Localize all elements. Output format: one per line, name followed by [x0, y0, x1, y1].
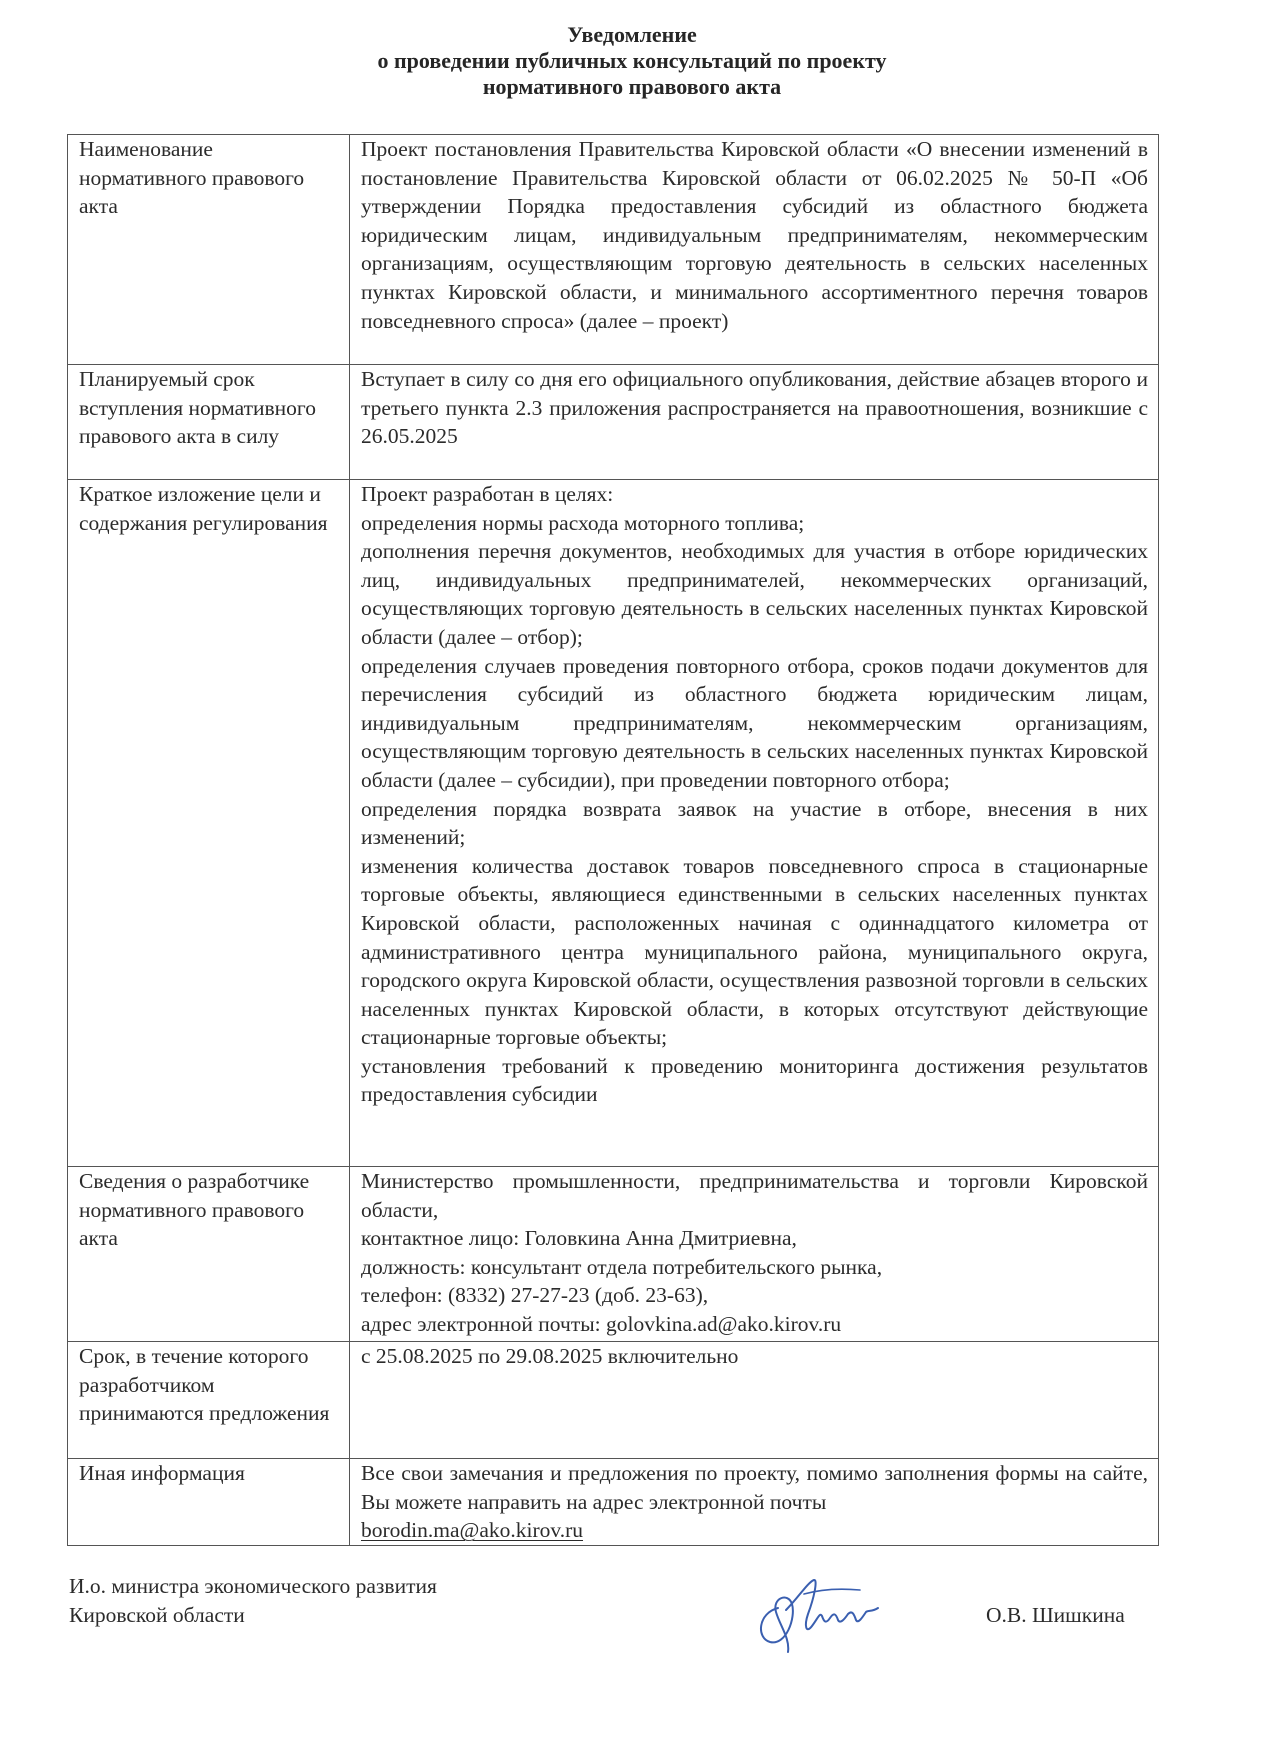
paragraph: установления требований к проведению мониторинга достижения результатов предоставления субсидии	[361, 1053, 1148, 1107]
row-label: Наименование нормативного правового акта	[68, 135, 350, 365]
paragraph: должность: консультант отдела потребительского рынка,	[361, 1254, 883, 1279]
title-line-2: о проведении публичных консультаций по проекту	[377, 48, 887, 73]
row-value	[350, 1167, 1159, 1342]
row-label: Сведения о разработчике нормативного правового акта	[68, 1167, 350, 1342]
row-label: Планируемый срок вступления нормативного правового акта в силу	[68, 365, 350, 480]
row-value	[350, 365, 1159, 480]
row-label: Срок, в течение которого разработчиком принимаются предложения	[68, 1342, 350, 1459]
row-value	[350, 480, 1159, 1167]
paragraph: Проект разработан в целях:	[361, 482, 614, 506]
contact-email-link[interactable]: borodin.ma@ako.kirov.ru	[361, 1518, 584, 1543]
document-title	[0, 22, 1264, 100]
row-act-name	[68, 135, 1159, 365]
position-line-1: И.о. министра экономического развития	[69, 1574, 437, 1598]
paragraph: контактное лицо: Головкина Анна Дмитриевна,	[361, 1226, 797, 1251]
paragraph: Все свои замечания и предложения по проекту, помимо заполнения формы на сайте, Вы можете направить на адрес электронной почты	[361, 1461, 1148, 1514]
row-regulation-summary	[68, 480, 1159, 1167]
row-value	[350, 1342, 1159, 1459]
paragraph: определения случаев проведения повторного отбора, сроков подачи документов для перечисления субсидий из областного бюджета юридическим лицам, индивидуальным предпринимателям, некоммерческим организациям, осуществляющим торговую деятельность в сельских населенных пунктах Кировской области (далее – субсидии), при проведении повторного отбора;	[361, 653, 1148, 792]
row-value	[350, 135, 1159, 365]
paragraph: определения порядка возврата заявок на участие в отборе, внесения в них изменений;	[361, 796, 1148, 850]
paragraph: Министерство промышленности, предпринимательства и торговли Кировской области,	[361, 1169, 1148, 1222]
paragraph: Вступает в силу со дня его официального опубликования, действие абзацев второго и третьего пункта 2.3 приложения распространяется на правоотношения, возникшие с 26.05.2025	[361, 367, 1148, 449]
position-line-2: Кировской области	[69, 1603, 245, 1627]
title-line-1: Уведомление	[567, 22, 697, 47]
notice-table	[67, 134, 1159, 1546]
title-line-3: нормативного правового акта	[482, 74, 782, 99]
row-value	[350, 1459, 1159, 1546]
paragraph: телефон: (8332) 27-27-23 (доб. 23-63),	[361, 1283, 709, 1308]
signatory-position	[69, 1572, 437, 1630]
row-effective-date	[68, 365, 1159, 480]
row-label: Краткое изложение цели и содержания регулирования	[68, 480, 350, 1167]
paragraph: с 25.08.2025 по 29.08.2025 включительно	[361, 1344, 739, 1368]
paragraph: дополнения перечня документов, необходимых для участия в отборе юридических лиц, индивидуальных предпринимателей, некоммерческих организаций, осуществляющих торговую деятельность в сельских населенных пунктах Кировской области (далее – отбор);	[361, 539, 1148, 649]
paragraph: адрес электронной почты: golovkina.ad@ako.kirov.ru	[361, 1311, 842, 1336]
paragraph: изменения количества доставок товаров повседневного спроса в стационарные торговые объекты, являющиеся единственными в сельских населенных пунктах Кировской области, расположенных начиная с одиннадцатого километра от административного центра муниципального района, муниципального округа, городского округа Кировской области, осуществления развозной торговли в сельских населенных пунктах Кировской области, в которых отсутствуют действующие стационарные торговые объекты;	[361, 853, 1148, 1050]
row-label: Иная информация	[68, 1459, 350, 1546]
paragraph: определения нормы расхода моторного топлива;	[361, 510, 805, 535]
row-other-info	[68, 1459, 1159, 1546]
row-proposal-period	[68, 1342, 1159, 1459]
paragraph: Проект постановления Правительства Кировской области «О внесении изменений в постановление Правительства Кировской области от 06.02.2025 № 50-П «Об утверждении Порядка предоставления субсидий из областного бюджета юридическим лицам, индивидуальным предпринимателям, некоммерческим организациям, осуществляющим торговую деятельность в сельских населенных пунктах Кировской области, и минимального ассортиментного перечня товаров повседневного спроса» (далее – проект)	[361, 137, 1148, 333]
signatory-name: О.В. Шишкина	[986, 1603, 1125, 1627]
handwritten-signature	[748, 1568, 888, 1658]
row-developer-info	[68, 1167, 1159, 1342]
